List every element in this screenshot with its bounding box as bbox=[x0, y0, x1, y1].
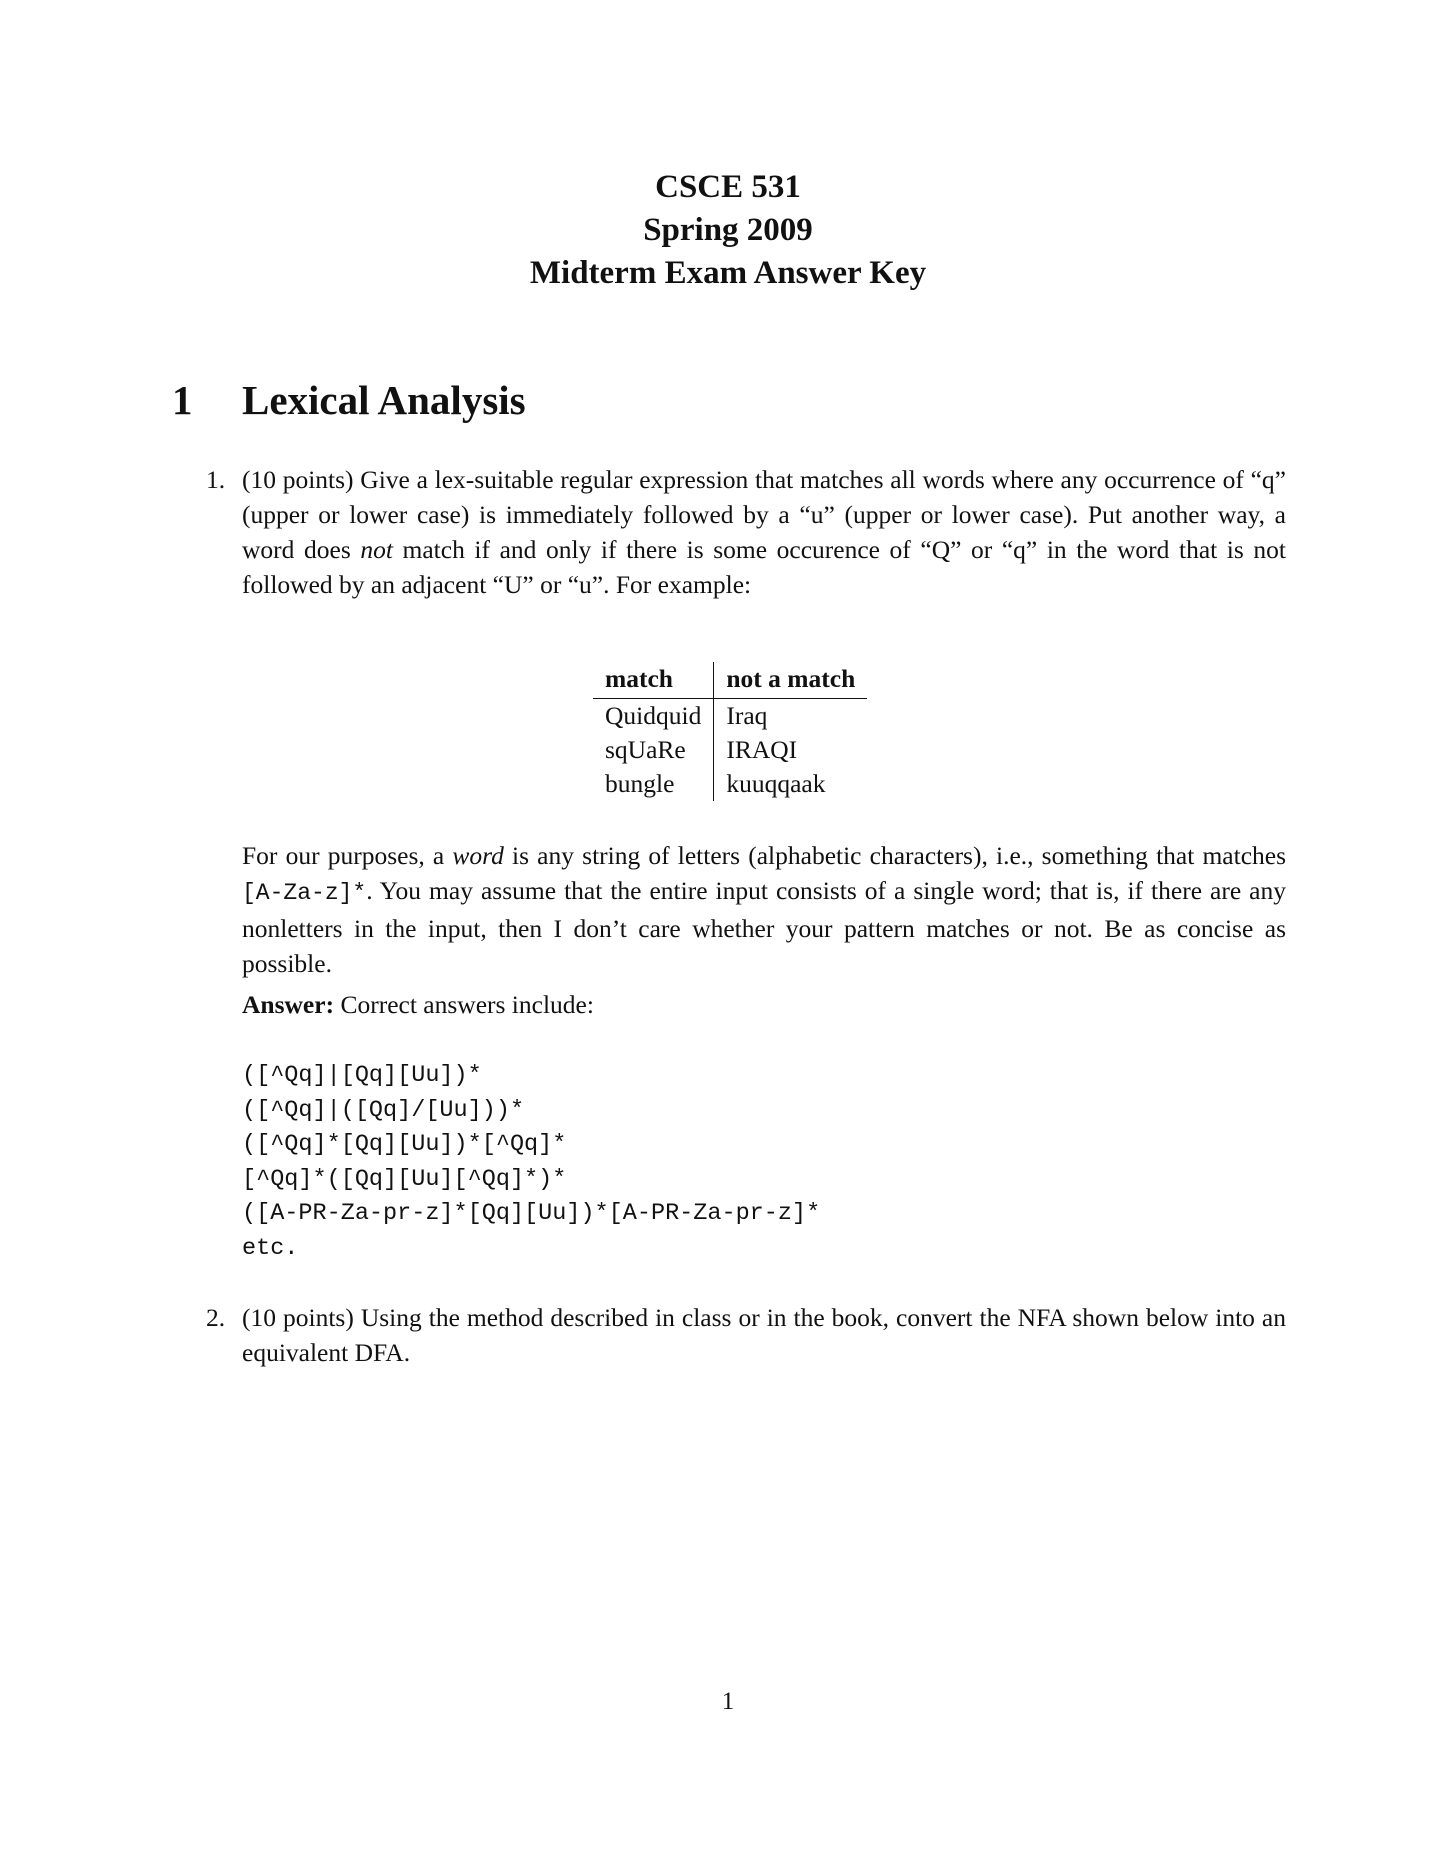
answer-regex: ([^Qq]|([Qq]/[Uu]))* bbox=[242, 1096, 525, 1124]
exam-title: Midterm Exam Answer Key bbox=[529, 255, 927, 291]
section-number: 1 bbox=[172, 377, 193, 423]
question-1-text bbox=[242, 462, 1286, 602]
answer-regex: ([^Qq]*[Qq][Uu])*[^Qq]* bbox=[242, 1131, 567, 1158]
table-row bbox=[593, 767, 867, 801]
answer-label: Answer: bbox=[242, 990, 335, 1019]
answer-list bbox=[242, 1059, 820, 1266]
answer-text: Correct answers include: bbox=[334, 990, 594, 1019]
question-1-text-b: match if and only if there is some occurence of “Q” or “q” in the word that is not followed by an adjacent “U” or “u”. For example: bbox=[242, 535, 1286, 599]
question-2 bbox=[206, 1300, 1286, 1370]
question-2-text: (10 points) Using the method described in class or in the book, convert the NFA shown below into an equivalent DFA. bbox=[242, 1303, 1286, 1367]
purpose-emphasis: word bbox=[452, 841, 504, 870]
table-row bbox=[593, 699, 867, 734]
question-1 bbox=[206, 462, 1286, 602]
example-table-header bbox=[593, 662, 867, 699]
table-cell: sqUaRe bbox=[593, 733, 714, 767]
answer-intro bbox=[242, 987, 1286, 1022]
table-cell: bungle bbox=[593, 767, 714, 801]
table-cell: Iraq bbox=[726, 701, 768, 730]
word-definition-paragraph bbox=[242, 838, 1286, 981]
table-cell: IRAQI bbox=[726, 735, 798, 764]
answer-etc: etc. bbox=[242, 1234, 299, 1262]
question-1-emphasis: not bbox=[360, 535, 393, 564]
table-cell: Quidquid bbox=[593, 699, 714, 734]
example-table bbox=[593, 662, 867, 801]
course-title: CSCE 531 bbox=[655, 169, 801, 205]
purpose-text-c: . You may assume that the entire input consists of a single word; that is, if there are any nonletters in the input, then I don’t care whether your pattern matches or not. Be as concise as possible. bbox=[242, 876, 1286, 978]
term-title: Spring 2009 bbox=[643, 212, 813, 248]
question-1-text-a: (10 points) Give a lex-suitable regular expression that matches all words where any occurrence of “q” (upper or lower case) is immediately followed by a “u” (upper or lower case). Put another way, a word does bbox=[242, 465, 1286, 564]
answer-regex: [^Qq]*([Qq][Uu][^Qq]*)* bbox=[242, 1165, 567, 1193]
section-heading bbox=[172, 376, 526, 424]
answer-regex: ([^Qq]|[Qq][Uu])* bbox=[242, 1062, 482, 1089]
purpose-code: [A-Za-z]* bbox=[242, 880, 367, 906]
question-2-label: 2. bbox=[206, 1303, 226, 1332]
purpose-text-a: For our purposes, a bbox=[242, 841, 453, 870]
answer-regex: ([A-PR-Za-pr-z]*[Qq][Uu])*[A-PR-Za-pr-z]* bbox=[242, 1200, 821, 1227]
page-number: 1 bbox=[721, 1688, 735, 1715]
title-block bbox=[0, 166, 1456, 295]
header-not-match: not a match bbox=[714, 662, 867, 699]
section-title: Lexical Analysis bbox=[242, 377, 526, 423]
question-1-label: 1. bbox=[206, 465, 226, 494]
table-cell: kuuqqaak bbox=[726, 769, 826, 798]
purpose-text-b: is any string of letters (alphabetic characters), i.e., something that matches bbox=[503, 841, 1287, 870]
header-match: match bbox=[593, 662, 714, 699]
table-row bbox=[593, 733, 867, 767]
